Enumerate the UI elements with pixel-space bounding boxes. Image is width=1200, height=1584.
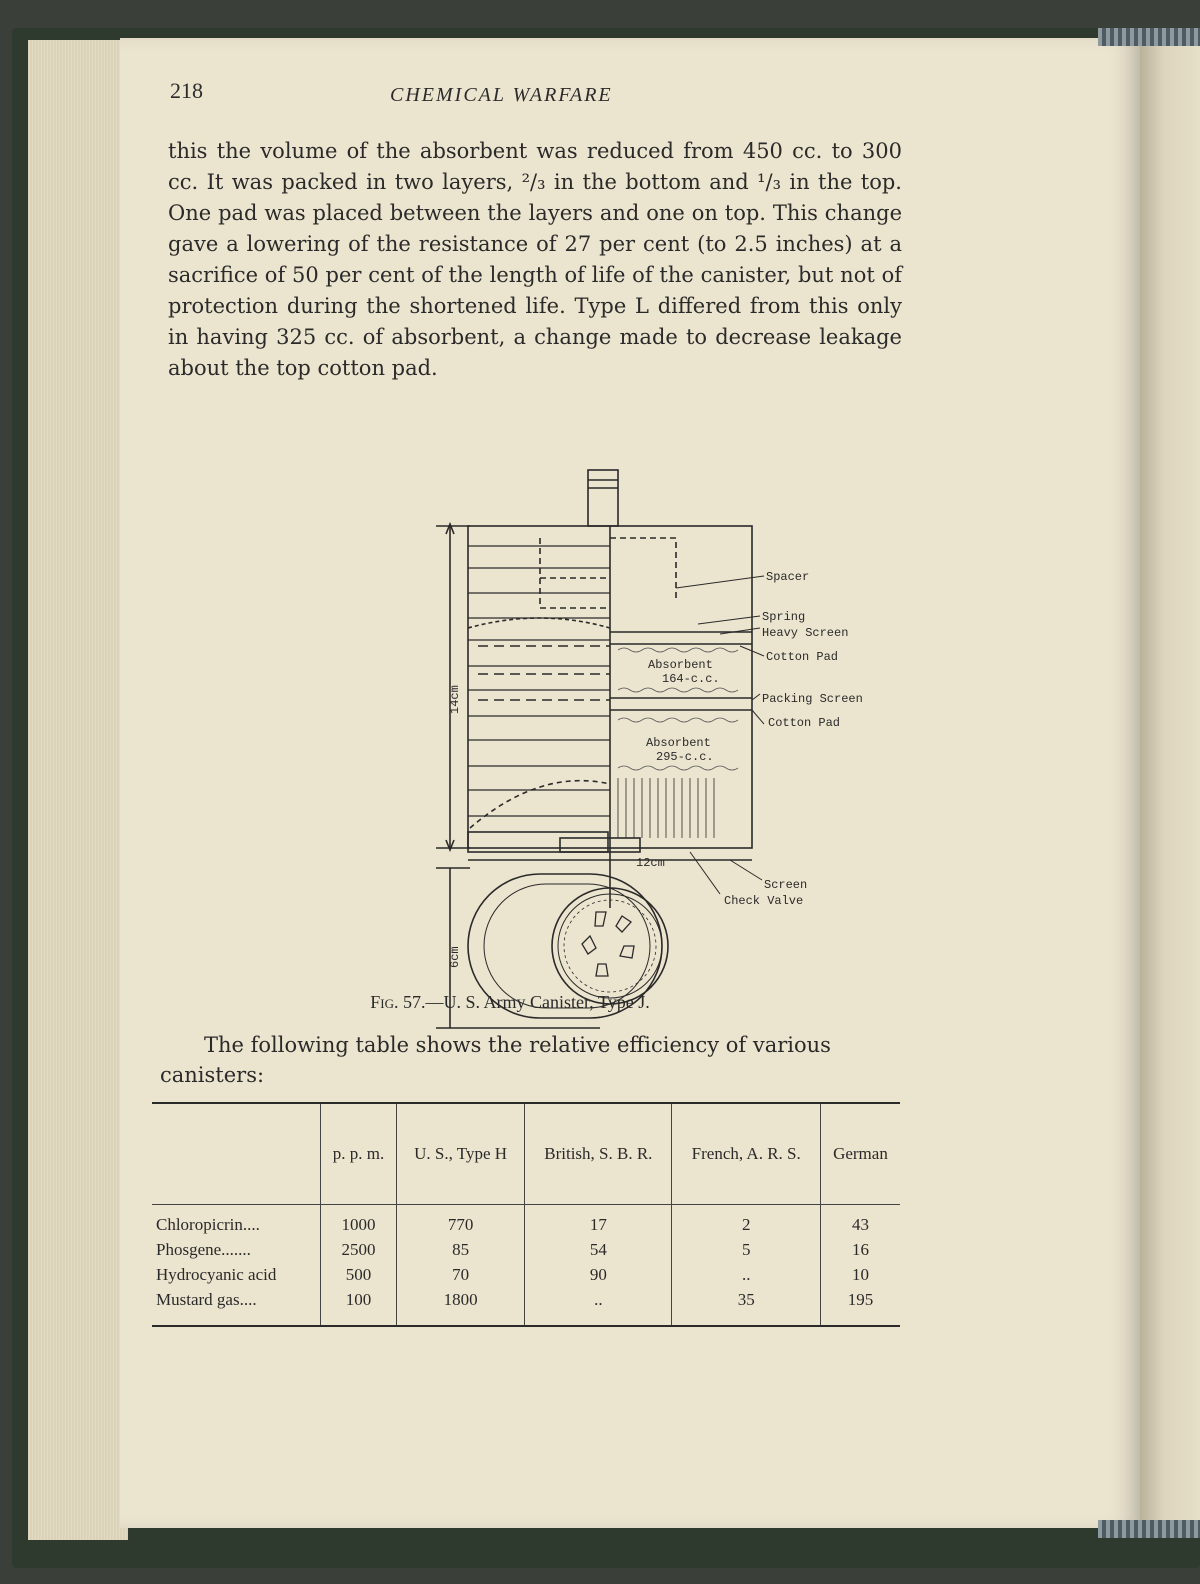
cell-gas: Mustard gas.... (156, 1290, 257, 1309)
page-number: 218 (170, 78, 203, 103)
label-cotton-pad-top: Cotton Pad (766, 650, 839, 664)
cell-british: 90 (525, 1262, 672, 1287)
figure-caption-label: Fig. 57. (370, 992, 426, 1012)
headband-top (1098, 28, 1200, 46)
label-spacer: Spacer (766, 570, 810, 584)
figure-caption (290, 992, 730, 1013)
table-row (152, 1205, 900, 1238)
canister-neck (588, 470, 618, 526)
body-paragraph: this the volume of the absorbent was reduced from 450 cc. to 300 cc. It was packed in two layers, ²/₃ in the bottom and ¹/₃ in the top. One pad was placed between the layers and one on top. This change gave a lowering of the resistance of 27 per cent (to 2.5 inches) at a sacrifice of 50 per cent of the length of life of the canister, but not of protection during the shortened life. Type L differed from this only in having 325 cc. of absorbent, a change made to decrease leakage about the top cotton pad. (168, 139, 902, 380)
label-heavy-screen: Heavy Screen (762, 626, 849, 640)
cell-french: 2 (672, 1205, 820, 1238)
label-absorbent-top: Absorbent (648, 658, 713, 672)
cell-us: 1800 (397, 1287, 525, 1325)
cell-gas: Hydrocyanic acid (156, 1265, 277, 1284)
canister-diagram (300, 428, 863, 1008)
label-screen: Screen (764, 878, 808, 892)
label-spring: Spring (762, 610, 806, 624)
cell-ppm: 2500 (321, 1237, 397, 1262)
canister-figure (300, 428, 863, 1008)
cell-french: 35 (672, 1287, 820, 1325)
figure-caption-text: —U. S. Army Canister, Type J. (425, 992, 650, 1012)
label-absorbent-bottom: Absorbent (646, 736, 711, 750)
cell-gas: Chloropicrin.... (156, 1215, 260, 1234)
table-row (152, 1262, 900, 1287)
cell-german: 10 (820, 1262, 900, 1287)
cell-us: 85 (397, 1237, 525, 1262)
header-french-ars: French, A. R. S. (672, 1104, 820, 1205)
page-edges (28, 40, 128, 1540)
label-packing-screen: Packing Screen (762, 692, 863, 706)
table-row (152, 1237, 900, 1262)
cell-us: 770 (397, 1205, 525, 1238)
cell-german: 16 (820, 1237, 900, 1262)
label-cotton-pad-mid: Cotton Pad (768, 716, 841, 730)
table-row (152, 1287, 900, 1325)
label-absorbent-top-volume: 164-c.c. (662, 672, 720, 686)
header-british-sbr: British, S. B. R. (525, 1104, 672, 1205)
table-bottom-rule (152, 1325, 900, 1327)
cell-british: 17 (525, 1205, 672, 1238)
cell-german: 43 (820, 1205, 900, 1238)
cell-ppm: 1000 (321, 1205, 397, 1238)
cell-french: 5 (672, 1237, 820, 1262)
efficiency-table (152, 1102, 900, 1327)
table-header-row (152, 1104, 900, 1205)
running-head: CHEMICAL WARFARE (390, 84, 613, 106)
label-check-valve: Check Valve (724, 894, 804, 908)
headband-bottom (1098, 1520, 1200, 1538)
cell-ppm: 100 (321, 1287, 397, 1325)
facing-page-edge (1140, 40, 1200, 1520)
label-width-dimension: 12cm (636, 856, 665, 870)
label-absorbent-bottom-volume: 295-c.c. (656, 750, 714, 764)
cell-ppm: 500 (321, 1262, 397, 1287)
header-german: German (820, 1104, 900, 1205)
cell-british: .. (525, 1287, 672, 1325)
cell-french: .. (672, 1262, 820, 1287)
header-ppm: p. p. m. (321, 1104, 397, 1205)
cell-us: 70 (397, 1262, 525, 1287)
cell-gas: Phosgene....... (156, 1240, 251, 1259)
label-height-dimension: 14cm (448, 685, 462, 714)
header-us-type-h: U. S., Type H (397, 1104, 525, 1205)
cell-british: 54 (525, 1237, 672, 1262)
label-depth-dimension: 6cm (448, 946, 462, 968)
header-gas (152, 1104, 321, 1205)
cell-german: 195 (820, 1287, 900, 1325)
table-intro: The following table shows the relative efficiency of various canisters: (160, 1033, 831, 1087)
